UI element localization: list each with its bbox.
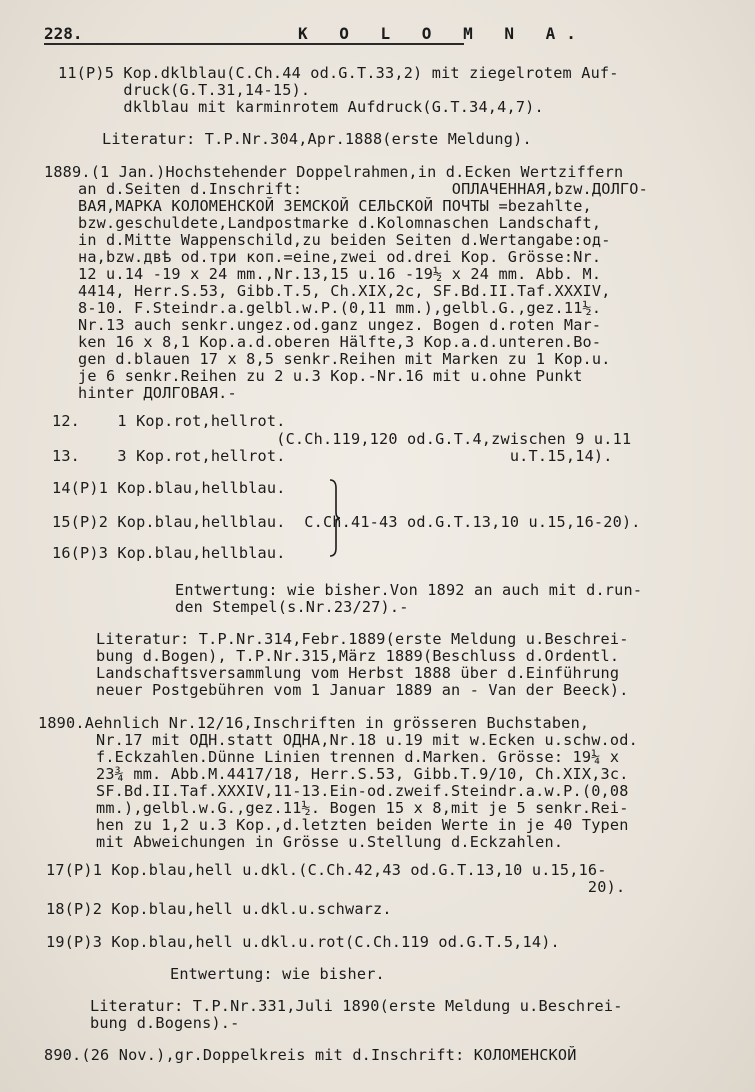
- stamp-entry: 12. 1 Kop.rot,hellrot.: [52, 412, 286, 430]
- text-line: 8-10. F.Steindr.a.gelbl.w.P.(0,11 mm.),gelbl.G.,gez.11½.: [78, 299, 602, 317]
- text-line: druck(G.T.31,14-15).: [58, 81, 311, 99]
- text-line: 4414, Herr.S.53, Gibb.T.5, Ch.XIX,2c, SF.Bd.II.Taf.XXXIV,: [78, 282, 611, 300]
- text-line: bung d.Bogens).-: [90, 1014, 240, 1032]
- text-line: an d.Seiten d.Inschrift: ОПЛАЧЕННАЯ,bzw.ДОЛГО-: [78, 180, 648, 198]
- stamp-entry: 15(P)2 Kop.blau,hellblau. C.Ch.41-43 od.G.T.13,10 u.15,16-20).: [52, 513, 641, 531]
- text-line: hen zu 1,2 u.3 Kop.,d.letzten beiden Werte in je 40 Typen: [96, 816, 629, 834]
- text-line: Nr.13 auch senkr.ungez.od.ganz ungez. Bogen d.roten Mar-: [78, 316, 602, 334]
- text-line: bzw.geschuldete,Landpostmarke d.Kolomnaschen Landschaft,: [78, 214, 602, 232]
- text-line: dklblau mit karminrotem Aufdruck(G.T.34,4,7).: [58, 98, 544, 116]
- stamp-entry: 17(P)1 Kop.blau,hell u.dkl.(C.Ch.42,43 od.G.T.13,10 u.15,16-: [46, 861, 607, 879]
- text-line: 1890.Aehnlich Nr.12/16,Inschriften in grösseren Buchstaben,: [38, 714, 590, 732]
- stamp-entry: 13. 3 Kop.rot,hellrot. u.T.15,14).: [52, 447, 613, 465]
- text-line: ВАЯ,МАРКА КОЛОМЕНСКОЙ ЗЕМСКОЙ СЕЛЬСКОЙ ПОЧТЫ =bezahlte,: [78, 197, 592, 215]
- text-line: 12 u.14 -19 x 24 mm.,Nr.13,15 u.16 -19½ x 24 mm. Abb. M.: [78, 265, 602, 283]
- text-line: neuer Postgebühren vom 1 Januar 1889 an - Van der Beeck).: [96, 681, 629, 699]
- entwertung-line: Entwertung: wie bisher.Von 1892 an auch mit d.run-: [175, 581, 643, 599]
- grouping-brace: [329, 478, 341, 558]
- header-rule: [44, 43, 464, 45]
- text-line: на,bzw.двѣ od.три коп.=eine,zwei od.drei Kop. Grösse:Nr.: [78, 248, 602, 266]
- literatur-line: Literatur: T.P.Nr.304,Apr.1888(erste Meldung).: [102, 130, 532, 148]
- text-line: ken 16 x 8,1 Kop.a.d.oberen Hälfte,3 Kop.a.d.unteren.Bo-: [78, 333, 602, 351]
- text-line: f.Eckzahlen.Dünne Linien trennen d.Marken. Grösse: 19¼ x: [96, 748, 620, 766]
- text-line: mit Abweichungen in Grösse u.Stellung d.Eckzahlen.: [96, 833, 564, 851]
- text-line: je 6 senkr.Reihen zu 2 u.3 Kop.-Nr.16 mit u.ohne Punkt: [78, 367, 583, 385]
- text-line: 890.(26 Nov.),gr.Doppelkreis mit d.Inschrift: КОЛОМЕНСКОЙ: [44, 1046, 577, 1064]
- page-title: K O L O M N A.: [298, 24, 587, 43]
- text-line: in d.Mitte Wappenschild,zu beiden Seiten d.Wertangabe:од-: [78, 231, 611, 249]
- text-line: Nr.17 mit ОДН.statt ОДНА,Nr.18 u.19 mit w.Ecken u.schw.od.: [96, 731, 638, 749]
- entwertung-line: Entwertung: wie bisher.: [170, 965, 385, 983]
- stamp-entry: 14(P)1 Kop.blau,hellblau.: [52, 479, 286, 497]
- text-line: SF.Bd.II.Taf.XXXIV,11-13.Ein-od.zweif.Steindr.a.w.P.(0,08: [96, 782, 629, 800]
- catalog-reference: (C.Ch.119,120 od.G.T.4,zwischen 9 u.11: [52, 430, 632, 448]
- literatur-line: Literatur: T.P.Nr.331,Juli 1890(erste Meldung u.Beschrei-: [90, 997, 623, 1015]
- text-line: gen d.blauen 17 x 8,5 senkr.Reihen mit Marken zu 1 Kop.u.: [78, 350, 611, 368]
- text-line: den Stempel(s.Nr.23/27).-: [175, 598, 409, 616]
- text-line: 23¾ mm. Abb.M.4417/18, Herr.S.53, Gibb.T.9/10, Ch.XIX,3c.: [96, 765, 629, 783]
- text-line: hinter ДОЛГОВАЯ.-: [78, 384, 237, 402]
- text-line: 20).: [46, 878, 626, 896]
- text-line: bung d.Bogen), T.P.Nr.315,März 1889(Beschluss d.Ordentl.: [96, 647, 620, 665]
- text-line: mm.),gelbl.w.G.,gez.11½. Bogen 15 x 8,mit je 5 senkr.Rei-: [96, 799, 629, 817]
- stamp-entry: 19(P)3 Kop.blau,hell u.dkl.u.rot(C.Ch.119 od.G.T.5,14).: [46, 933, 560, 951]
- literatur-line: Literatur: T.P.Nr.314,Febr.1889(erste Meldung u.Beschrei-: [96, 630, 629, 648]
- text-line: Landschaftsversammlung vom Herbst 1888 über d.Einführung: [96, 664, 620, 682]
- page-number: 228.: [44, 24, 83, 43]
- text-line: 1889.(1 Jan.)Hochstehender Doppelrahmen,in d.Ecken Wertziffern: [44, 163, 624, 181]
- stamp-entry: 16(P)3 Kop.blau,hellblau.: [52, 544, 286, 562]
- stamp-entry: 18(P)2 Kop.blau,hell u.dkl.u.schwarz.: [46, 900, 392, 918]
- text-line: 11(P)5 Kop.dklblau(C.Ch.44 od.G.T.33,2) mit ziegelrotem Auf-: [58, 64, 619, 82]
